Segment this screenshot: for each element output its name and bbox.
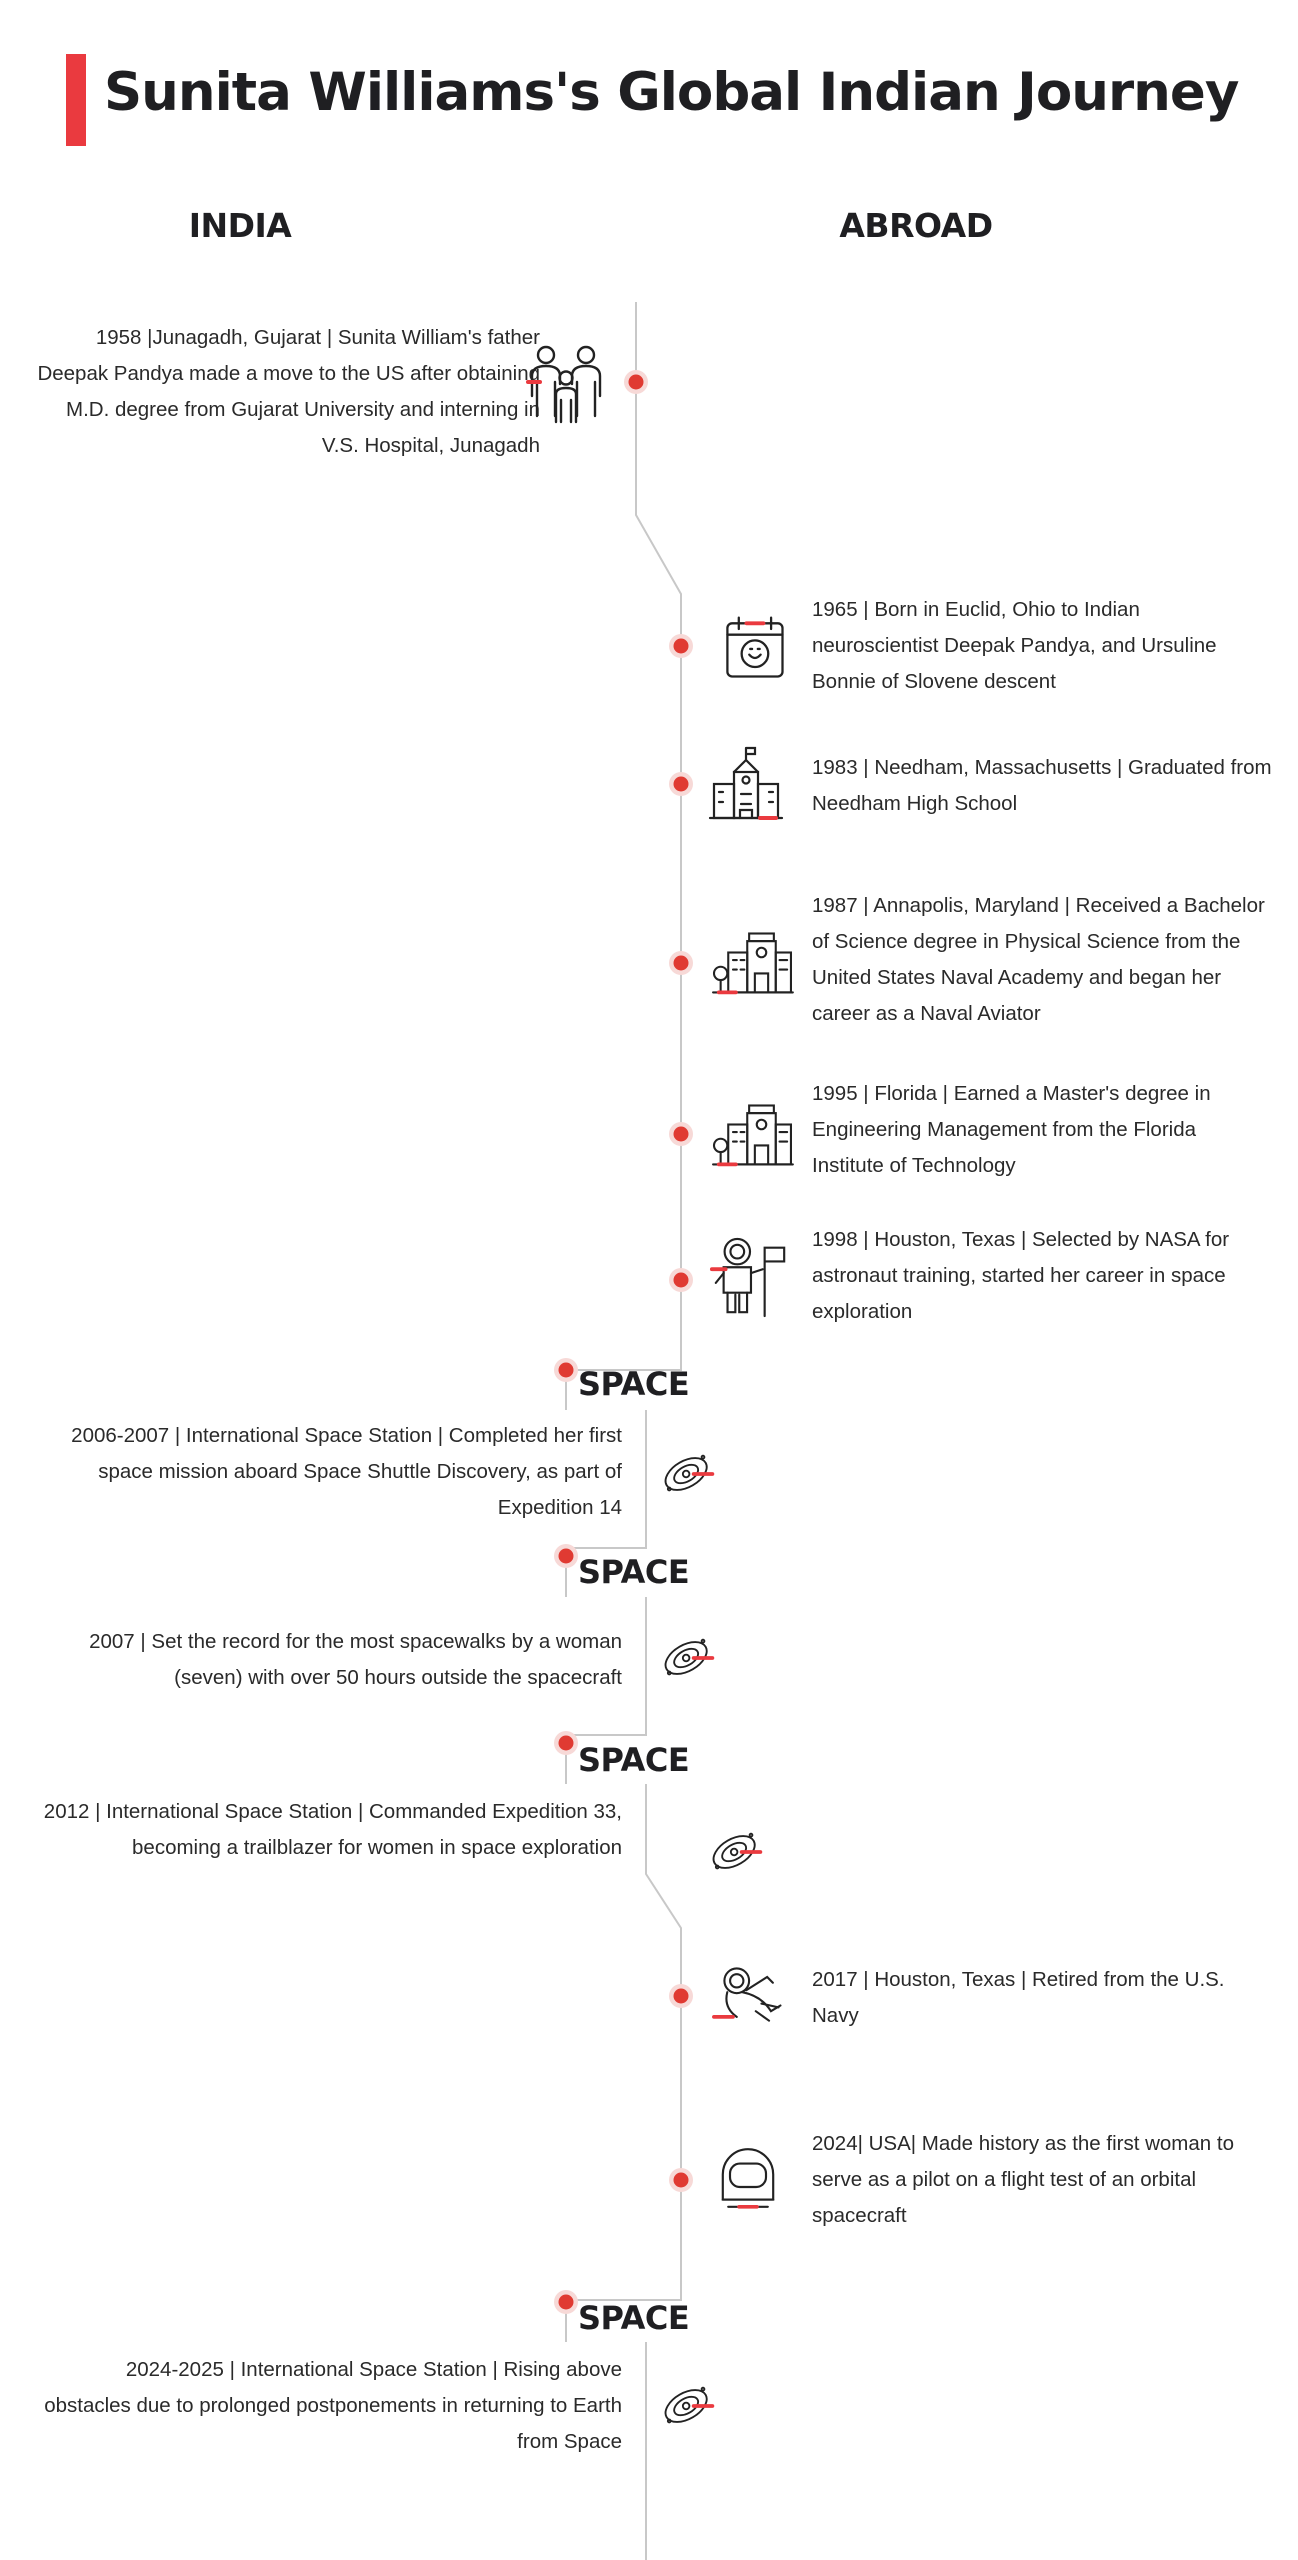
event-e2017-text: 2017 | Houston, Texas | Retired from the U.S. Navy [812, 1968, 1225, 2027]
space-section-label: SPACE [578, 1741, 690, 1779]
page-title: Sunita Williams's Global Indian Journey [104, 62, 1239, 123]
space-section-label: SPACE [578, 1553, 690, 1591]
galaxy-icon [706, 1822, 766, 1882]
timeline-dot [674, 639, 689, 654]
academy-building-icon [710, 1096, 794, 1172]
event-e2006-text: 2006-2007 | International Space Station | Completed her first space mission aboard Space Shuttle Discovery, as part of Expedition 14 [71, 1424, 622, 1519]
galaxy-icon [658, 2376, 718, 2436]
space-section-dot [559, 1363, 574, 1378]
space-section-label: SPACE [578, 1365, 690, 1403]
space-section-dot [559, 2295, 574, 2310]
calendar-baby-icon [716, 610, 792, 686]
event-e2012-text: 2012 | International Space Station | Commanded Expedition 33, becoming a trailblazer for women in space exploration [43, 1800, 622, 1859]
galaxy-icon [658, 1628, 718, 1688]
column-heading-abroad: ABROAD [839, 206, 993, 245]
astronaut-helmet-icon [712, 2142, 784, 2214]
event-e2025-text: 2024-2025 | International Space Station | Rising above obstacles due to prolonged postponements in returning to Earth from Space [44, 2358, 622, 2453]
floating-astronaut-icon [708, 1958, 794, 2034]
space-section-label: SPACE [578, 2299, 690, 2337]
timeline-dot [674, 2173, 689, 2188]
space-section-dot [559, 1736, 574, 1751]
timeline-dot [629, 375, 644, 390]
galaxy-icon [658, 1444, 718, 1504]
event-e1987-text: 1987 | Annapolis, Maryland | Received a Bachelor of Science degree in Physical Science from the United States Naval Academy and began her career as a Naval Aviator [812, 894, 1265, 1025]
timeline-dot [674, 1273, 689, 1288]
timeline-dot [674, 1989, 689, 2004]
event-e1958-text: 1958 |Junagadh, Gujarat | Sunita William's father Deepak Pandya made a move to the US after obtaining M.D. degree from Gujarat University and interning in V.S. Hospital, Junagadh [37, 326, 540, 457]
event-e1965-text: 1965 | Born in Euclid, Ohio to Indian neuroscientist Deepak Pandya, and Ursuline Bonnie of Slovene descent [812, 598, 1217, 693]
event-e1998-text: 1998 | Houston, Texas | Selected by NASA for astronaut training, started her career in space exploration [812, 1228, 1230, 1323]
family-icon [520, 338, 610, 428]
event-e1983-text: 1983 | Needham, Massachusetts | Graduated from Needham High School [812, 756, 1272, 815]
event-e2024-text: 2024| USA| Made history as the first woman to serve as a pilot on a flight test of an orbital spacecraft [812, 2132, 1234, 2227]
column-heading-india: INDIA [188, 206, 292, 245]
school-icon [706, 744, 786, 824]
timeline-dot [674, 956, 689, 971]
timeline-dot [674, 777, 689, 792]
event-e1995-text: 1995 | Florida | Earned a Master's degree in Engineering Management from the Florida Institute of Technology [812, 1082, 1211, 1177]
astronaut-flag-icon [708, 1234, 792, 1322]
timeline-dot [674, 1127, 689, 1142]
space-section-dot [559, 1549, 574, 1564]
event-e2007-text: 2007 | Set the record for the most spacewalks by a woman (seven) with over 50 hours outside the spacecraft [89, 1630, 622, 1689]
academy-building-icon [710, 924, 794, 1000]
